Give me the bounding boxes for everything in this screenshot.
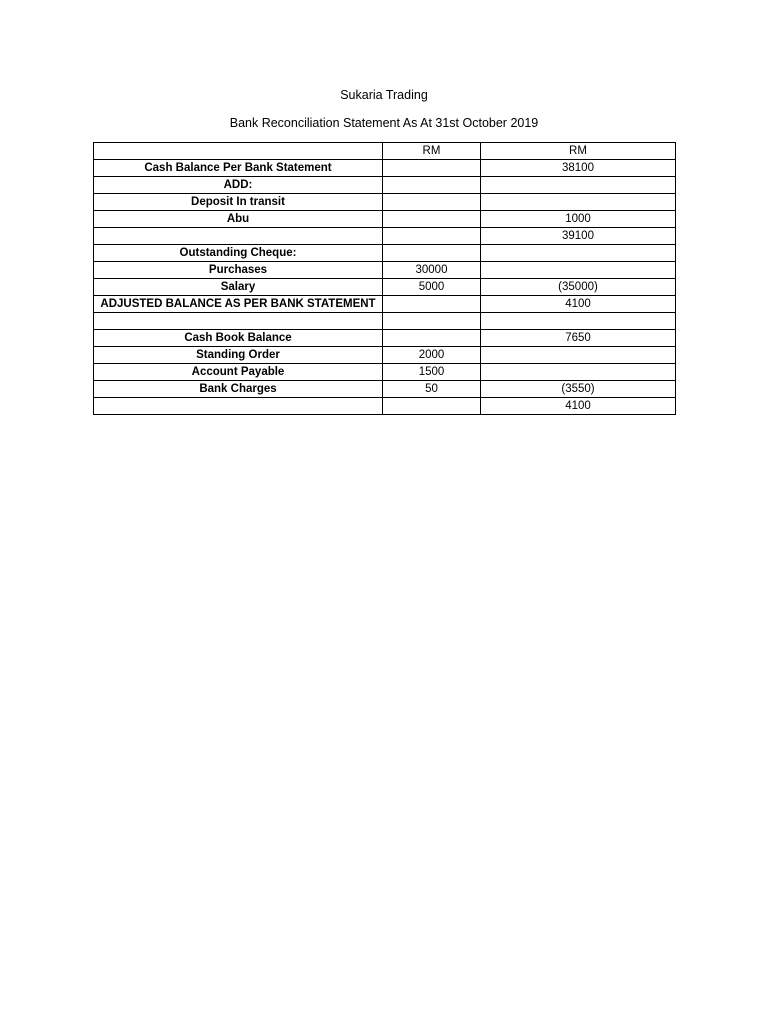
row-label: Bank Charges [94,381,383,398]
table-row [94,313,676,330]
table-header-row [94,143,676,160]
row-amount-rm-1 [383,398,481,415]
table-row [94,330,676,347]
table-row [94,381,676,398]
row-amount-rm-1 [383,160,481,177]
row-label: Purchases [94,262,383,279]
table-row [94,194,676,211]
row-label: Salary [94,279,383,296]
row-amount-rm-2 [481,364,676,381]
row-amount-rm-2: 4100 [481,296,676,313]
row-amount-rm-1 [383,330,481,347]
row-label: Cash Book Balance [94,330,383,347]
table-row [94,177,676,194]
table-row [94,296,676,313]
row-label: Account Payable [94,364,383,381]
row-amount-rm-1 [383,245,481,262]
row-amount-rm-1: 5000 [383,279,481,296]
document-title: Sukaria Trading [340,88,428,102]
table-row [94,347,676,364]
row-amount-rm-1: 2000 [383,347,481,364]
row-amount-rm-2: 7650 [481,330,676,347]
row-amount-rm-2 [481,313,676,330]
table-row [94,211,676,228]
row-amount-rm-2 [481,245,676,262]
row-amount-rm-1 [383,296,481,313]
row-label [94,228,383,245]
row-label [94,398,383,415]
row-label [94,313,383,330]
row-amount-rm-2: (3550) [481,381,676,398]
row-amount-rm-2: (35000) [481,279,676,296]
reconciliation-table [93,142,676,415]
table-row [94,364,676,381]
row-amount-rm-2 [481,194,676,211]
header-cell-rm-2: RM [481,143,676,160]
row-label: Standing Order [94,347,383,364]
header-cell-description [94,143,383,160]
row-amount-rm-2: 39100 [481,228,676,245]
row-amount-rm-1 [383,313,481,330]
row-amount-rm-2: 4100 [481,398,676,415]
row-amount-rm-1: 30000 [383,262,481,279]
row-label: Abu [94,211,383,228]
table-row [94,228,676,245]
row-amount-rm-1 [383,194,481,211]
header-cell-rm-1: RM [383,143,481,160]
table-row [94,398,676,415]
row-label: Deposit In transit [94,194,383,211]
table-row [94,279,676,296]
row-label: Outstanding Cheque: [94,245,383,262]
row-label: Cash Balance Per Bank Statement [94,160,383,177]
row-amount-rm-1 [383,228,481,245]
row-amount-rm-1 [383,177,481,194]
row-label: ADJUSTED BALANCE AS PER BANK STATEMENT [94,296,383,313]
row-amount-rm-1: 50 [383,381,481,398]
row-amount-rm-1: 1500 [383,364,481,381]
table-row [94,160,676,177]
row-amount-rm-2 [481,177,676,194]
table-row [94,262,676,279]
row-amount-rm-1 [383,211,481,228]
row-label: ADD: [94,177,383,194]
table-row [94,245,676,262]
row-amount-rm-2 [481,262,676,279]
row-amount-rm-2: 1000 [481,211,676,228]
row-amount-rm-2 [481,347,676,364]
document-subtitle: Bank Reconciliation Statement As At 31st October 2019 [229,116,539,130]
row-amount-rm-2: 38100 [481,160,676,177]
